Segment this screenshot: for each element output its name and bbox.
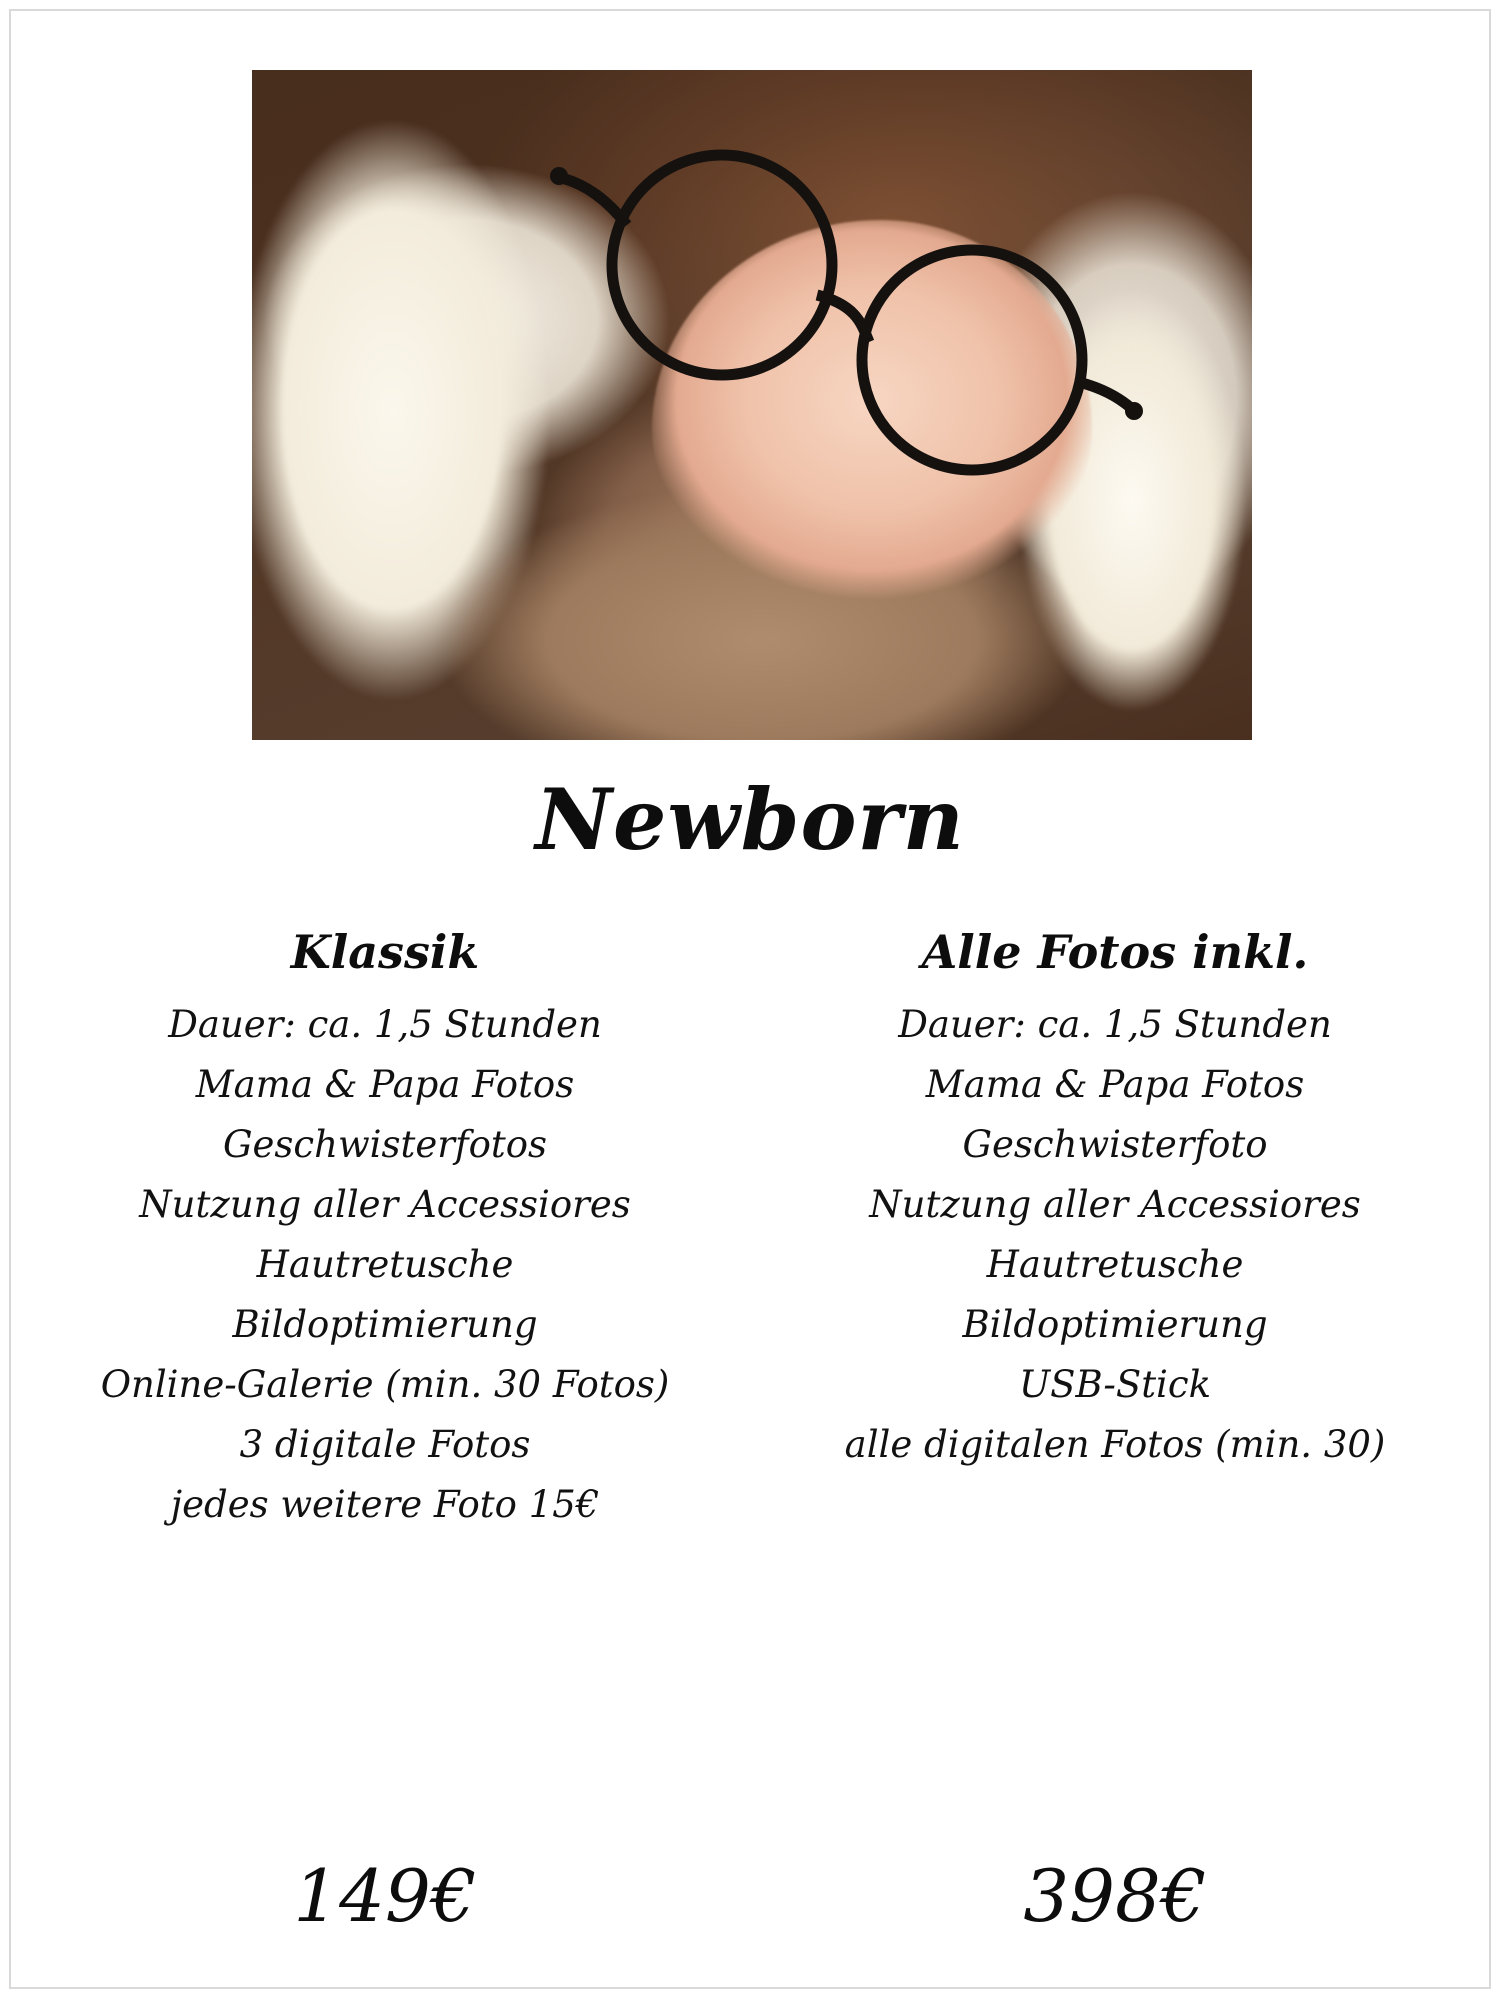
newborn-photo xyxy=(252,70,1252,740)
feature-item: Hautretusche xyxy=(986,1242,1244,1286)
price-alle-fotos: 398€ xyxy=(1023,1854,1207,1938)
prices-container xyxy=(40,1854,1460,1938)
feature-item: Dauer: ca. 1,5 Stunden xyxy=(168,1003,602,1046)
baby-hair xyxy=(812,130,1142,320)
feature-item: 3 digitale Fotos xyxy=(239,1422,531,1466)
feature-item: Hautretusche xyxy=(256,1242,514,1286)
feature-item: Mama & Papa Fotos xyxy=(925,1062,1305,1106)
feature-item: USB-Stick xyxy=(1018,1362,1212,1406)
feature-item: Nutzung aller Accessiores xyxy=(139,1182,631,1226)
packages-container xyxy=(40,925,1460,1534)
price-cell-klassik xyxy=(40,1854,730,1938)
feature-item: alle digitalen Fotos (min. 30) xyxy=(844,1422,1386,1466)
feature-item: Nutzung aller Accessiores xyxy=(869,1182,1361,1226)
feature-item: Online-Galerie (min. 30 Fotos) xyxy=(100,1362,670,1406)
package-title-klassik: Klassik xyxy=(290,925,480,979)
price-cell-alle-fotos xyxy=(770,1854,1460,1938)
price-klassik: 149€ xyxy=(293,1854,477,1938)
package-klassik xyxy=(40,925,730,1534)
feature-item: Mama & Papa Fotos xyxy=(195,1062,575,1106)
feature-item: Bildoptimierung xyxy=(962,1302,1268,1346)
feature-item: Bildoptimierung xyxy=(232,1302,538,1346)
feature-item: Geschwisterfoto xyxy=(962,1122,1268,1166)
feature-item: jedes weitere Foto 15€ xyxy=(170,1482,600,1526)
feature-item: Geschwisterfotos xyxy=(222,1122,548,1166)
package-alle-fotos-inkl xyxy=(770,925,1460,1534)
feature-item: Dauer: ca. 1,5 Stunden xyxy=(898,1003,1332,1046)
page-title: Newborn xyxy=(535,770,965,869)
package-title-alle-fotos: Alle Fotos inkl. xyxy=(921,925,1309,979)
